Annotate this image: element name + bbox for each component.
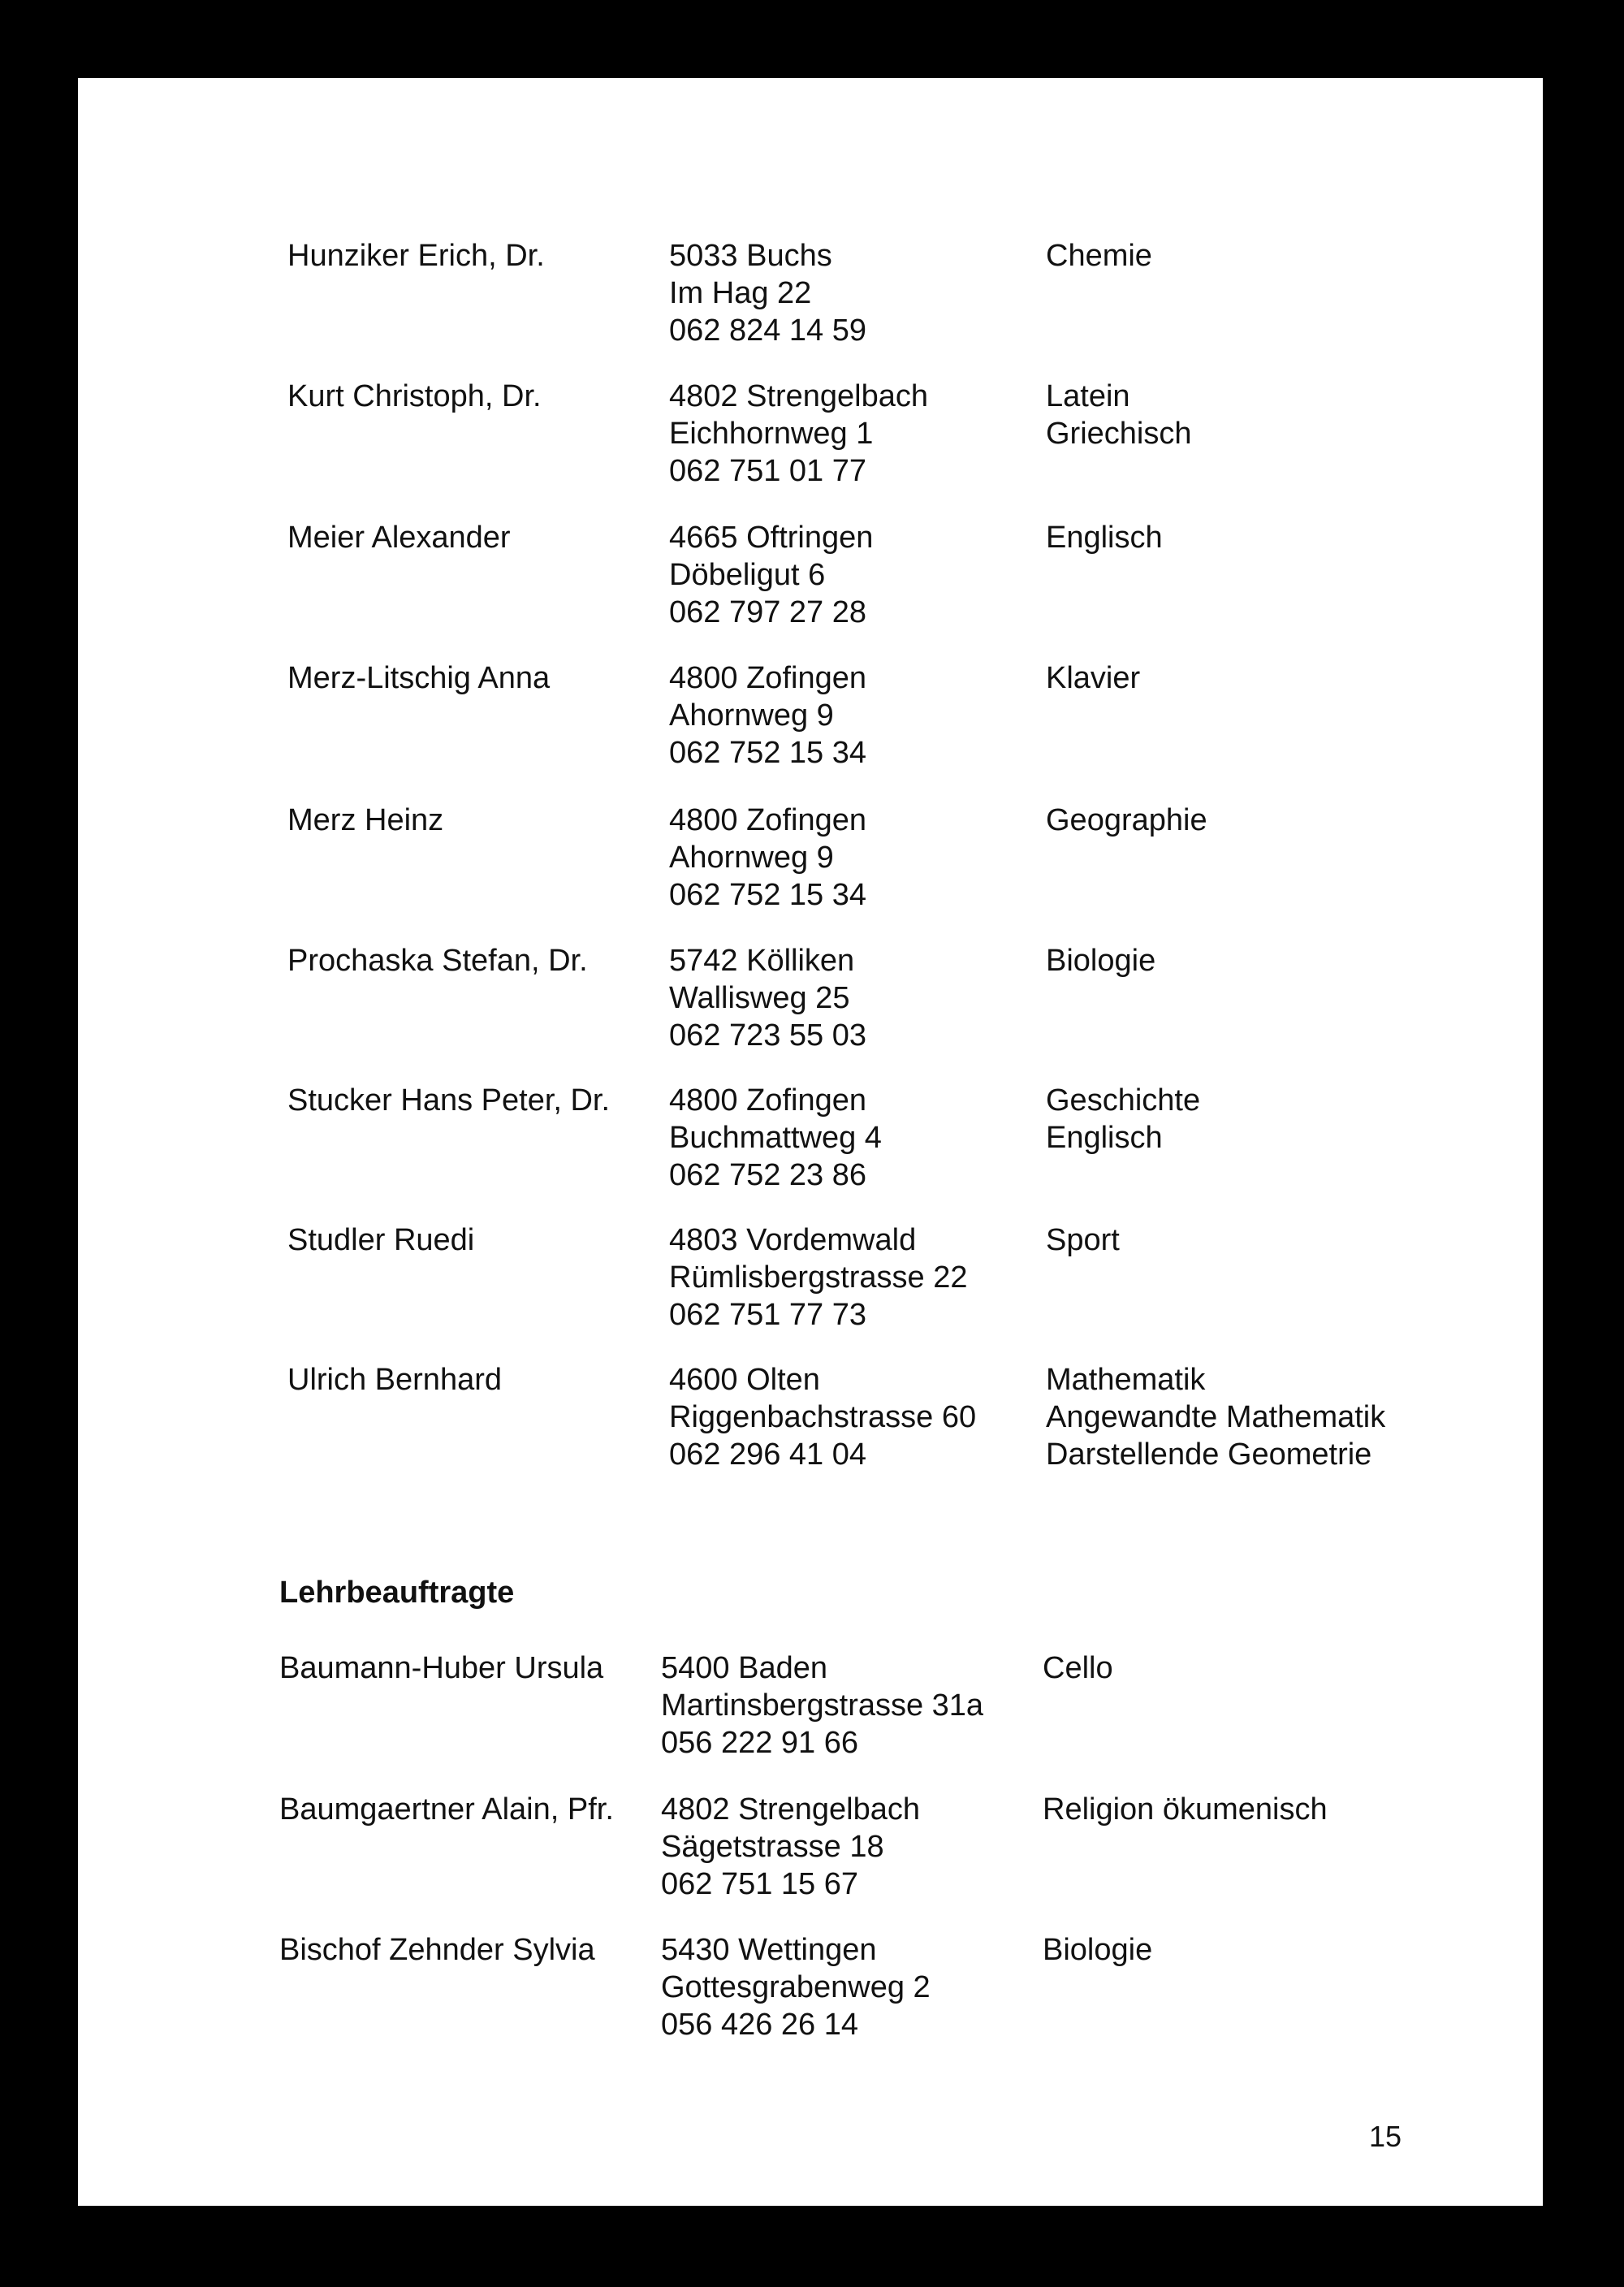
page-number: 15 [1369, 2120, 1402, 2153]
entry-name: Meier Alexander [287, 521, 511, 555]
subject: Englisch [1046, 521, 1163, 555]
entry-name: Merz-Litschig Anna [287, 661, 551, 695]
subject: Biologie [1043, 1933, 1153, 1967]
address-street: Sägetstrasse 18 [661, 1830, 884, 1864]
section-heading: Lehrbeauftragte [279, 1576, 515, 1610]
address-locality: 5742 Kölliken [669, 944, 855, 978]
entry-name: Hunziker Erich, Dr. [287, 239, 545, 273]
address-locality: 4800 Zofingen [669, 803, 866, 837]
entry-address [669, 659, 866, 772]
subject: Angewandte Mathematik [1046, 1400, 1386, 1434]
entry-subjects [1046, 519, 1163, 556]
address-locality: 4665 Oftringen [669, 521, 874, 555]
entry-subjects [1046, 378, 1192, 452]
subject: Klavier [1046, 661, 1141, 695]
address-locality: 4800 Zofingen [669, 661, 866, 695]
entry-subjects [1046, 1221, 1120, 1259]
entry-subjects [1043, 1649, 1113, 1687]
address-phone: 062 752 15 34 [669, 878, 867, 912]
entry-subjects [1043, 1791, 1328, 1828]
address-phone: 056 222 91 66 [661, 1726, 859, 1760]
address-phone: 062 751 15 67 [661, 1867, 859, 1901]
entry-name: Prochaska Stefan, Dr. [287, 944, 588, 978]
entry-subjects [1046, 1361, 1385, 1473]
entry-name: Merz Heinz [287, 803, 444, 837]
entry-subjects [1046, 942, 1155, 979]
entry-name: Kurt Christoph, Dr. [287, 379, 542, 413]
address-locality: 4802 Strengelbach [661, 1792, 921, 1827]
entry-subjects [1046, 659, 1140, 697]
entry-address [669, 1361, 976, 1473]
address-phone: 062 797 27 28 [669, 595, 867, 629]
subject: Geographie [1046, 803, 1207, 837]
entry-address [669, 942, 866, 1054]
document-page [78, 78, 1543, 2206]
address-locality: 4600 Olten [669, 1363, 820, 1397]
subject: Chemie [1046, 239, 1152, 273]
entry-address [669, 802, 866, 914]
address-locality: 5400 Baden [661, 1651, 827, 1685]
address-locality: 4802 Strengelbach [669, 379, 929, 413]
entry-address [669, 378, 928, 490]
entry-subjects [1043, 1931, 1152, 1969]
entry-address [669, 519, 873, 631]
address-street: Im Hag 22 [669, 276, 812, 310]
address-street: Gottesgrabenweg 2 [661, 1970, 931, 2004]
address-street: Ahornweg 9 [669, 841, 834, 875]
address-street: Döbeligut 6 [669, 558, 826, 592]
address-locality: 4800 Zofingen [669, 1083, 866, 1118]
subject: Mathematik [1046, 1363, 1206, 1397]
address-street: Martinsbergstrasse 31a [661, 1688, 984, 1723]
subject: Biologie [1046, 944, 1156, 978]
subject: Cello [1043, 1651, 1113, 1685]
subject: Darstellende Geometrie [1046, 1437, 1372, 1472]
subject: Religion ökumenisch [1043, 1792, 1328, 1827]
address-locality: 5033 Buchs [669, 239, 832, 273]
address-street: Rümlisbergstrasse 22 [669, 1260, 968, 1295]
address-street: Eichhornweg 1 [669, 417, 874, 451]
entry-address [661, 1791, 920, 1903]
address-phone: 062 296 41 04 [669, 1437, 867, 1472]
entry-name: Baumann-Huber Ursula [279, 1651, 604, 1685]
entry-name: Stucker Hans Peter, Dr. [287, 1083, 611, 1118]
address-street: Wallisweg 25 [669, 981, 850, 1015]
entry-subjects [1046, 237, 1152, 275]
entry-subjects [1046, 1082, 1200, 1156]
address-street: Ahornweg 9 [669, 698, 834, 733]
address-phone: 062 751 77 73 [669, 1298, 867, 1332]
subject: Latein [1046, 379, 1130, 413]
entry-address [661, 1931, 931, 2043]
address-phone: 062 723 55 03 [669, 1018, 867, 1053]
subject: Geschichte [1046, 1083, 1201, 1118]
entry-subjects [1046, 802, 1207, 839]
entry-address [661, 1649, 983, 1762]
entry-name: Ulrich Bernhard [287, 1363, 502, 1397]
entry-name: Bischof Zehnder Sylvia [279, 1933, 595, 1967]
entry-address [669, 237, 866, 349]
entry-address [669, 1221, 967, 1334]
entry-name: Baumgaertner Alain, Pfr. [279, 1792, 614, 1827]
address-phone: 056 426 26 14 [661, 2008, 859, 2042]
address-phone: 062 752 15 34 [669, 736, 867, 770]
address-phone: 062 751 01 77 [669, 454, 867, 488]
address-phone: 062 752 23 86 [669, 1158, 867, 1192]
subject: Griechisch [1046, 417, 1192, 451]
entry-address [669, 1082, 882, 1194]
address-street: Buchmattweg 4 [669, 1121, 882, 1155]
entry-name: Studler Ruedi [287, 1223, 475, 1257]
address-locality: 5430 Wettingen [661, 1933, 877, 1967]
subject: Sport [1046, 1223, 1120, 1257]
subject: Englisch [1046, 1121, 1163, 1155]
address-locality: 4803 Vordemwald [669, 1223, 917, 1257]
address-phone: 062 824 14 59 [669, 313, 867, 348]
address-street: Riggenbachstrasse 60 [669, 1400, 977, 1434]
